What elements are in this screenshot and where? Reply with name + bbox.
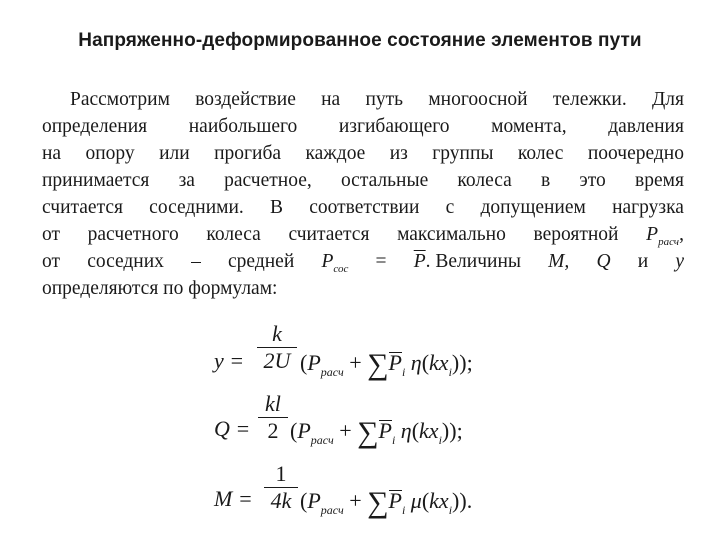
paragraph-line: определяются по формулам:	[42, 278, 278, 299]
paragraph-line: на опору или прогиба каждое из группы колес поочередно	[42, 143, 684, 164]
paragraph-line: считается соседними. В соответствии с допущением нагрузка	[42, 197, 684, 218]
fraction: kl 2	[258, 392, 288, 443]
paragraph-line: Рассмотрим воздействие на путь многоосной тележки. Для	[70, 89, 684, 110]
paragraph-line: от расчетного колеса считается максимально вероятной $P_{расч}$,	[42, 221, 684, 248]
paragraph-line: от соседних – средней $P_{сос}$ = $\overline{P}$. Величины M, Q и y	[42, 248, 684, 275]
fraction: k 2U	[257, 322, 297, 373]
slide-title: Напряженно-деформированное состояние элементов пути	[78, 30, 642, 51]
p-sos-symbol: $P_{сос}$	[321, 251, 349, 275]
fraction: 1 4k	[264, 462, 298, 513]
p-mean-symbol: $\overline{P}$. Величины	[413, 251, 521, 272]
p-rasch-symbol: $P_{расч}$,	[646, 224, 684, 248]
paragraph-line: определения наибольшего изгибающего момента, давления	[42, 116, 684, 137]
paragraph-line: принимается за расчетное, остальные колеса в это время	[42, 170, 684, 191]
body-paragraph	[42, 86, 684, 302]
